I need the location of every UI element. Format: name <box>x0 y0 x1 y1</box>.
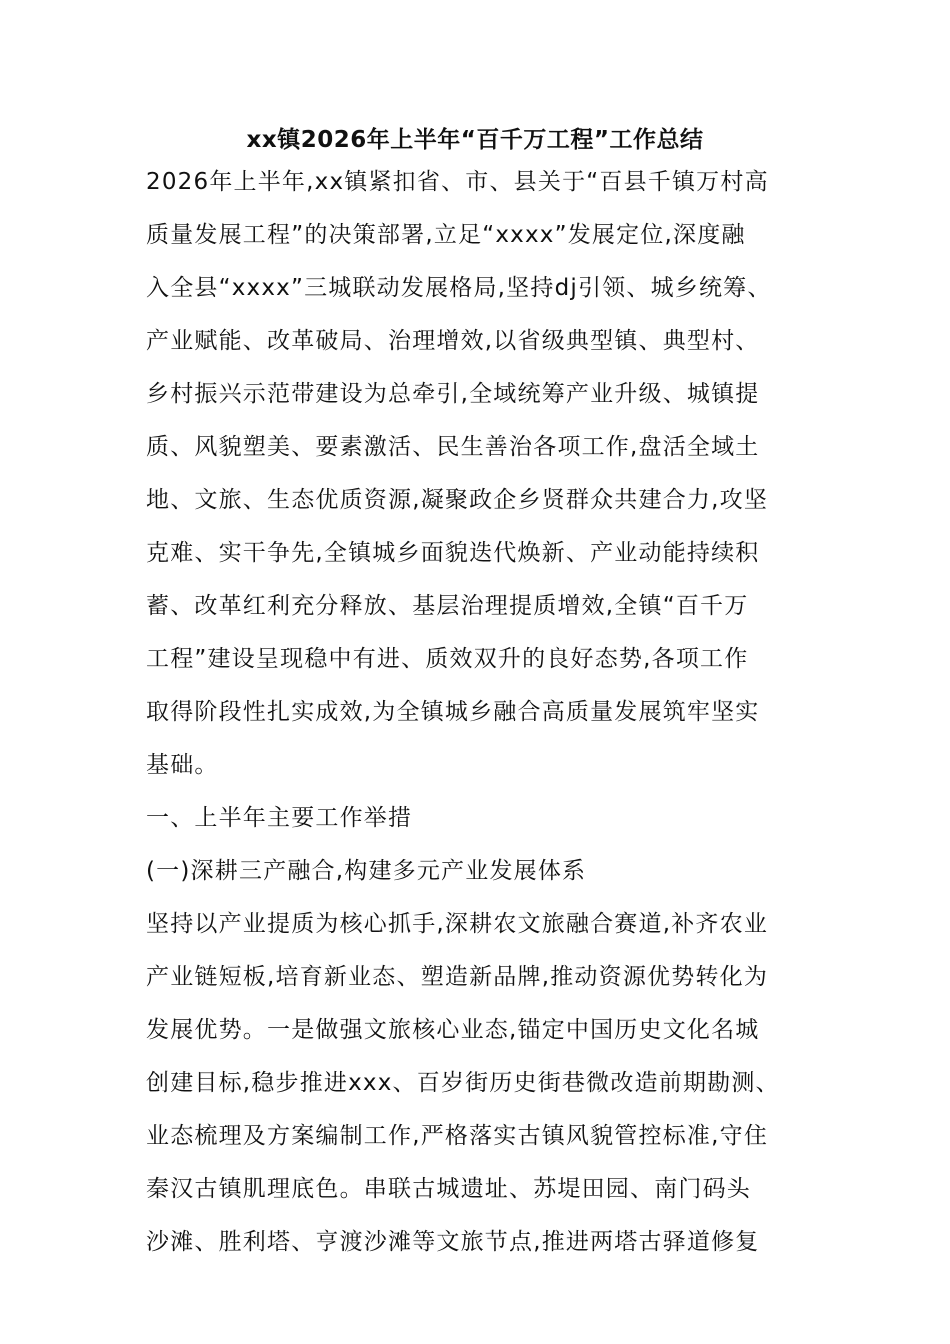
paragraph-line: 地、文旅、生态优质资源,凝聚政企乡贤群众共建合力,攻坚 <box>146 487 769 513</box>
paragraph-line: 产业赋能、改革破局、治理增效,以省级典型镇、典型村、 <box>146 328 760 354</box>
paragraph-line: 沙滩、胜利塔、亨渡沙滩等文旅节点,推进两塔古驿道修复 <box>146 1229 760 1255</box>
paragraph-line: 克难、实干争先,全镇城乡面貌迭代焕新、产业动能持续积 <box>146 540 760 566</box>
document-title: xx镇2026年上半年“百千万工程”工作总结 <box>246 127 704 153</box>
paragraph-line: 乡村振兴示范带建设为总牵引,全域统筹产业升级、城镇提 <box>146 381 760 407</box>
paragraph-line: 蓄、改革红利充分释放、基层治理提质增效,全镇“百千万 <box>146 593 749 619</box>
paragraph-line: 入全县“xxxx”三城联动发展格局,坚持dj引领、城乡统筹、 <box>146 275 772 301</box>
paragraph-line: 业态梳理及方案编制工作,严格落实古镇风貌管控标准,守住 <box>146 1123 769 1149</box>
subsection-heading: (一)深耕三产融合,构建多元产业发展体系 <box>146 858 587 884</box>
paragraph-line: 工程”建设呈现稳中有进、质效双升的良好态势,各项工作 <box>146 646 749 672</box>
paragraph-line: 秦汉古镇肌理底色。串联古城遗址、苏堤田园、南门码头 <box>146 1176 751 1202</box>
paragraph-line: 质量发展工程”的决策部署,立足“xxxx”发展定位,深度融 <box>146 222 746 248</box>
paragraph-line: 创建目标,稳步推进xxx、百岁街历史街巷微改造前期勘测、 <box>146 1070 780 1096</box>
paragraph-line: 取得阶段性扎实成效,为全镇城乡融合高质量发展筑牢坚实 <box>146 699 760 725</box>
paragraph-line: 产业链短板,培育新业态、塑造新品牌,推动资源优势转化为 <box>146 964 769 990</box>
paragraph-line: 发展优势。一是做强文旅核心业态,锚定中国历史文化名城 <box>146 1017 760 1043</box>
paragraph-line: 质、风貌塑美、要素激活、民生善治各项工作,盘活全域土 <box>146 434 760 460</box>
section-heading: 一、上半年主要工作举措 <box>146 805 413 831</box>
paragraph-line: 基础。 <box>146 752 219 778</box>
paragraph-line: 坚持以产业提质为核心抓手,深耕农文旅融合赛道,补齐农业 <box>146 911 769 937</box>
paragraph-line: 2026年上半年,xx镇紧扣省、市、县关于“百县千镇万村高 <box>146 169 769 195</box>
